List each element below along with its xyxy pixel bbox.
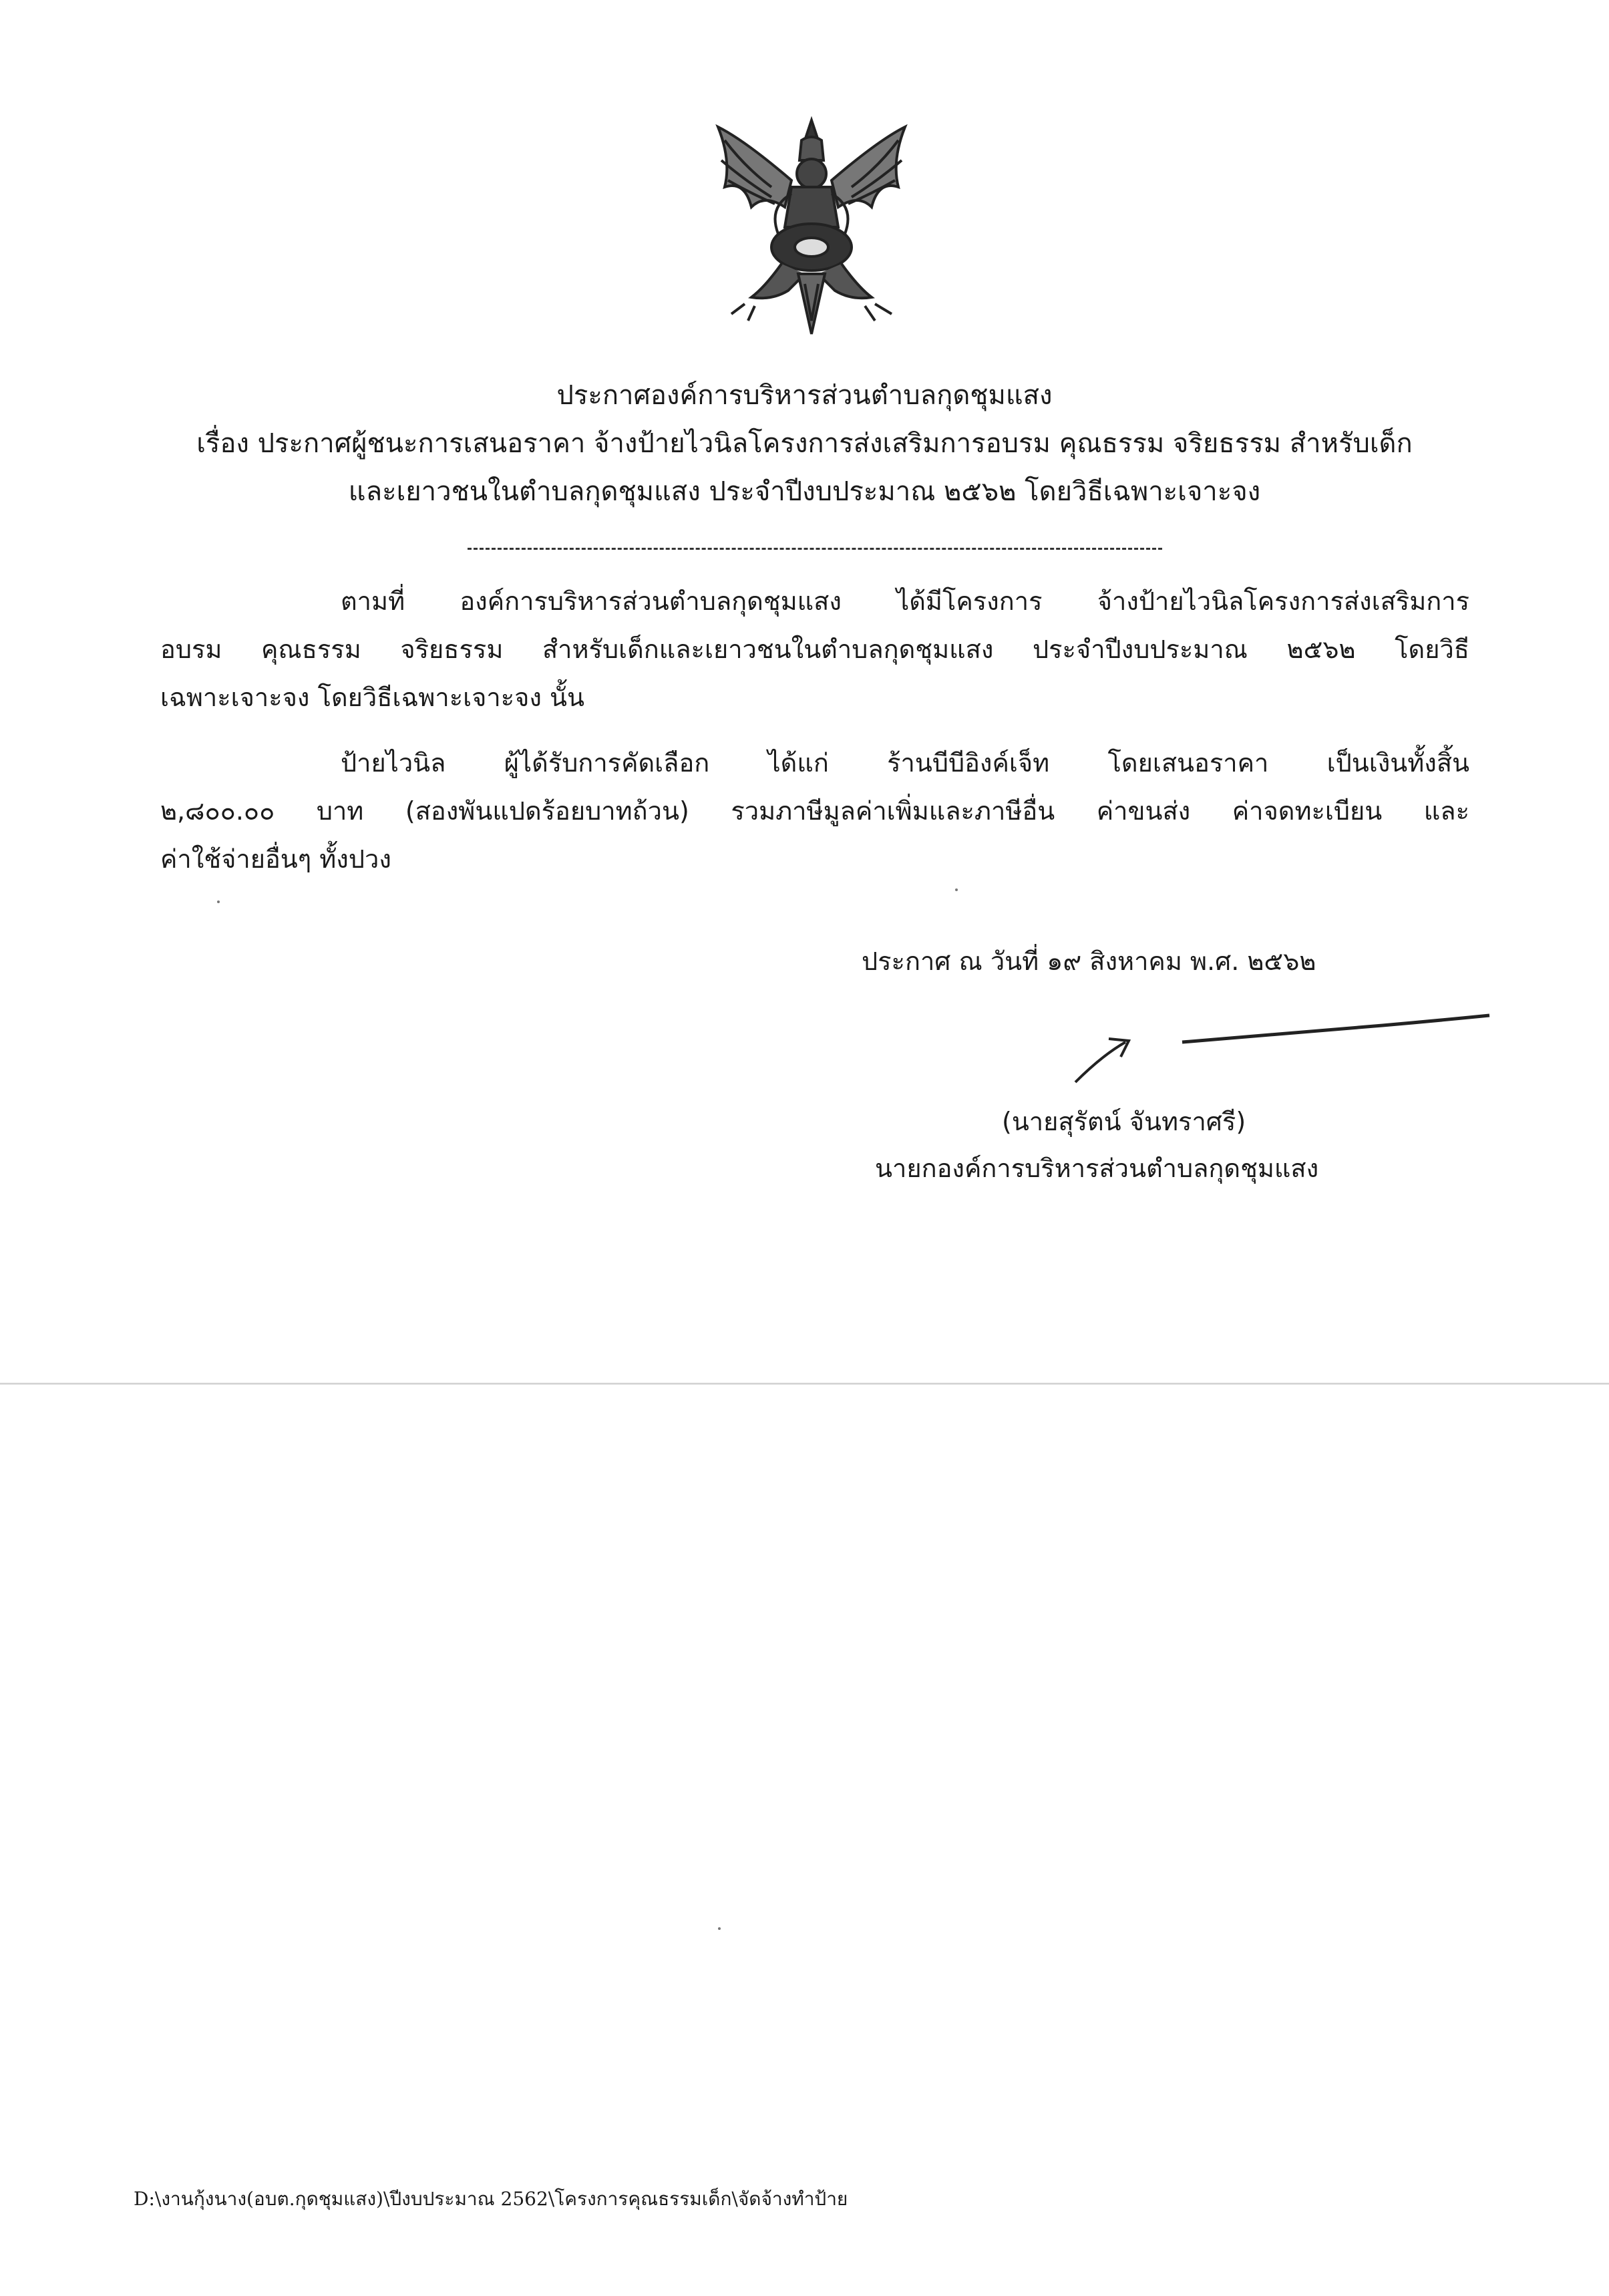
file-path-footer: D:\งานกุ้งนาง(อบต.กุดชุมแสง)\ปีงบประมาณ 2562\โครงการคุณธรรมเด็ก\จัดจ้างทำป้าย bbox=[134, 2188, 848, 2210]
page-fold-line bbox=[0, 1383, 1609, 1385]
handwritten-signature bbox=[1062, 1002, 1503, 1102]
subject-line-2: และเยาวชนในตำบลกุดชุมแสง ประจำปีงบประมาณ ๒๕๖๒ โดยวิธีเฉพาะเจาะจง bbox=[348, 476, 1261, 507]
garuda-emblem bbox=[705, 114, 918, 341]
paragraph-1-line-3: เฉพาะเจาะจง โดยวิธีเฉพาะเจาะจง นั้น bbox=[160, 683, 584, 712]
paragraph-1-line-1: ตามที่ องค์การบริหารส่วนตำบลกุดชุมแสง ได้มีโครงการ จ้างป้ายไวนิลโครงการส่งเสริมการ bbox=[341, 587, 1469, 616]
scan-speck bbox=[217, 900, 220, 903]
paragraph-2-line-3: ค่าใช้จ่ายอื่นๆ ทั้งปวง bbox=[160, 844, 391, 874]
subject-line-1: เรื่อง ประกาศผู้ชนะการเสนอราคา จ้างป้ายไวนิลโครงการส่งเสริมการอบรม คุณธรรม จริยธรรม สำหรับเด็ก bbox=[196, 428, 1413, 459]
paragraph-2-line-2: ๒,๘๐๐.๐๐ บาท (สองพันแปดร้อยบาทถ้วน) รวมภาษีมูลค่าเพิ่มและภาษีอื่น ค่าขนส่ง ค่าจดทะเบียน และ bbox=[160, 796, 1469, 826]
announcement-title: ประกาศองค์การบริหารส่วนตำบลกุดชุมแสง bbox=[556, 380, 1053, 411]
scan-speck bbox=[718, 1927, 721, 1930]
paragraph-1-line-2: อบรม คุณธรรม จริยธรรม สำหรับเด็กและเยาวชนในตำบลกุดชุมแสง ประจำปีงบประมาณ ๒๕๖๒ โดยวิธี bbox=[160, 635, 1469, 664]
scan-speck bbox=[955, 888, 958, 891]
announcement-date: ประกาศ ณ วันที่ ๑๙ สิงหาคม พ.ศ. ๒๕๖๒ bbox=[862, 947, 1316, 976]
signatory-name: (นายสุรัตน์ จันทราศรี) bbox=[1002, 1107, 1246, 1136]
paragraph-2-line-1: ป้ายไวนิล ผู้ได้รับการคัดเลือก ได้แก่ ร้านบีบีอิงค์เจ็ท โดยเสนอราคา เป็นเงินทั้งสิ้น bbox=[341, 748, 1469, 778]
separator-line bbox=[468, 548, 1162, 550]
signatory-position: นายกองค์การบริหารส่วนตำบลกุดชุมแสง bbox=[875, 1154, 1319, 1183]
